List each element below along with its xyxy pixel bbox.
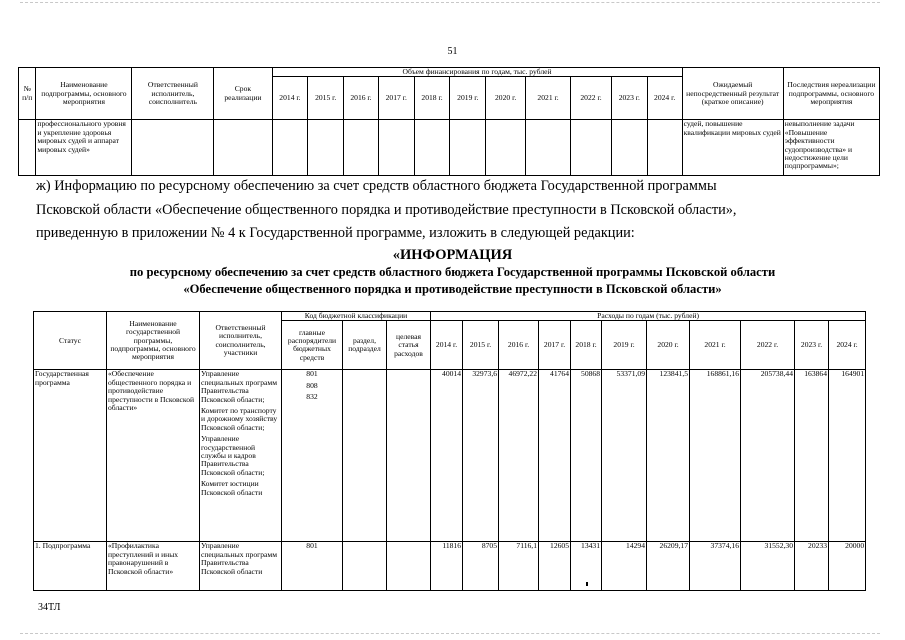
header-expenses: Расходы по годам (тыс. рублей) [431, 312, 866, 321]
cell-responsible [200, 542, 282, 591]
header-year: 2019 г. [450, 77, 486, 120]
cell-year [272, 120, 308, 176]
cell-year-value: 168861,16 [690, 370, 741, 542]
responsible-entry: Управление специальных программ Правительства Псковской области; [201, 369, 278, 404]
cell-main-managers [282, 542, 343, 591]
cell-year-value: 163864 [795, 370, 829, 542]
responsible-entry: Управление государственной службы и кадров Правительства Псковской области; [201, 434, 265, 477]
budget-code: 808 [306, 380, 318, 390]
header-name: Наименование государственной программы, подпрограммы, основного мероприятия [107, 312, 200, 370]
responsible-entry: Комитет юстиции Псковской области [201, 479, 263, 497]
amendment-paragraph-line: Псковской области «Обеспечение общественного порядка и противодействие преступности в Псковской области», [36, 202, 737, 218]
cell-year [414, 120, 450, 176]
header-main-managers: главные распорядители бюджетных средств [282, 321, 343, 370]
cell-status: 1. Подпрограмма [34, 542, 107, 591]
header-target-item: целевая статья расходов [387, 321, 431, 370]
header-year: 2021 г. [526, 77, 571, 120]
cell-year [344, 120, 379, 176]
cell-year [611, 120, 647, 176]
cell-responsible [132, 120, 214, 176]
cell-year [486, 120, 526, 176]
cell-target-item [387, 370, 431, 542]
header-year: 2018 г. [414, 77, 450, 120]
cell-year-value: 8705 [463, 542, 499, 591]
responsible-entry: Управление специальных программ Правительства Псковской области [201, 541, 278, 576]
amendment-paragraph-line: приведенную в приложении № 4 к Государственной программе, изложить в следующей редакции: [36, 225, 635, 241]
cell-consequences: невыполнение задачи «Повышение эффективности судопроизводства» и недостижение цели подпрограммы»; [783, 120, 879, 176]
page-number: 51 [447, 46, 458, 57]
cell-year [378, 120, 414, 176]
header-year: 2022 г. [741, 321, 795, 370]
budget-code: 801 [306, 541, 318, 551]
scan-bottom-edge [20, 633, 880, 634]
cell-year-value: 26209,17 [647, 542, 690, 591]
cell-year-value: 41764 [539, 370, 571, 542]
cell-expected-result: судей, повышение квалификации мировых судей [682, 120, 783, 176]
header-year: 2018 г. [571, 321, 602, 370]
cell-year-value: 14294 [602, 542, 647, 591]
cell-section [343, 542, 387, 591]
header-year: 2021 г. [690, 321, 741, 370]
header-year: 2017 г. [539, 321, 571, 370]
resource-provision-table [33, 311, 866, 591]
cell-year-value: 32973,6 [463, 370, 499, 542]
header-year: 2016 г. [499, 321, 539, 370]
budget-code: 801 [306, 369, 318, 379]
cell-year [571, 120, 612, 176]
header-term: Срок реализации [214, 68, 272, 120]
header-year: 2014 г. [431, 321, 463, 370]
header-year: 2017 г. [378, 77, 414, 120]
cell-year-value: 40014 [431, 370, 463, 542]
cell-year-value: 50868 [571, 370, 602, 542]
header-year: 2024 г. [829, 321, 866, 370]
cell-name: профессионального уровня и укрепление здоровья мировых судей и аппарат мировых судей» [36, 120, 132, 176]
header-responsible: Ответственный исполнитель, соисполнитель [132, 68, 214, 120]
header-consequences: Последствия нереализации подпрограммы, основного мероприятия [783, 68, 879, 120]
cell-year-value: 11816 [431, 542, 463, 591]
header-year: 2019 г. [602, 321, 647, 370]
cell-section [343, 370, 387, 542]
header-year: 2020 г. [486, 77, 526, 120]
cell-main-managers [282, 370, 343, 542]
header-year: 2023 г. [795, 321, 829, 370]
header-section: раздел, подраздел [343, 321, 387, 370]
amendment-paragraph-line: ж) Информацию по ресурсному обеспечению за счет средств областного бюджета Государственной программы [36, 178, 717, 194]
header-year: 2022 г. [571, 77, 612, 120]
cell-year [526, 120, 571, 176]
header-year: 2015 г. [308, 77, 344, 120]
cell-name: «Обеспечение общественного порядка и противодействие преступности в Псковской области» [107, 370, 200, 542]
program-activities-table [18, 67, 880, 176]
cell-year-value: 20233 [795, 542, 829, 591]
budget-code: 832 [306, 392, 318, 402]
cell-year-value: 31552,30 [741, 542, 795, 591]
cell-year-value: 12605 [539, 542, 571, 591]
header-year: 2016 г. [344, 77, 379, 120]
header-name: Наименование подпрограммы, основного мероприятия [36, 68, 132, 120]
header-status: Статус [34, 312, 107, 370]
cell-target-item [387, 542, 431, 591]
cell-year-value: 53371,09 [602, 370, 647, 542]
cell-num [19, 120, 36, 176]
cell-year-value: 164901 [829, 370, 866, 542]
cell-term [214, 120, 272, 176]
cell-year-value: 20000 [829, 542, 866, 591]
header-funding: Объем финансирования по годам, тыс. рублей [272, 68, 682, 77]
responsible-entry: Комитет по транспорту и дорожному хозяйству Псковской области; [201, 406, 278, 432]
header-year: 2015 г. [463, 321, 499, 370]
cell-name: «Профилактика преступлений и иных правонарушений в Псковской области» [107, 542, 200, 591]
cell-status: Государственная программа [34, 370, 107, 542]
header-expected-result: Ожидаемый непосредственный результат (краткое описание) [682, 68, 783, 120]
info-subtitle-line: «Обеспечение общественного порядка и противодействие преступности в Псковской области» [183, 282, 722, 296]
header-year: 2014 г. [272, 77, 308, 120]
table-row [34, 542, 866, 591]
footer-code: 34ТЛ [38, 602, 61, 613]
header-responsible: Ответственный исполнитель, соисполнитель, участники [200, 312, 282, 370]
cell-responsible [200, 370, 282, 542]
cell-year-value: 37374,16 [690, 542, 741, 591]
info-title: «ИНФОРМАЦИЯ [392, 247, 513, 263]
scan-top-edge [20, 2, 880, 3]
header-budget-code: Код бюджетной классификации [282, 312, 431, 321]
header-num: № п/п [19, 68, 36, 120]
table-row [19, 120, 880, 176]
header-year: 2023 г. [611, 77, 647, 120]
cell-year-value: 7116,1 [499, 542, 539, 591]
info-subtitle-line: по ресурсному обеспечению за счет средств областного бюджета Государственной программы Псковской области [129, 265, 776, 279]
header-year: 2024 г. [647, 77, 682, 120]
header-year: 2020 г. [647, 321, 690, 370]
cell-year [450, 120, 486, 176]
cell-year-value: 123841,5 [647, 370, 690, 542]
cell-year-value: 46972,22 [499, 370, 539, 542]
scan-mark [586, 582, 588, 586]
cell-year [647, 120, 682, 176]
cell-year [308, 120, 344, 176]
cell-year-value: 13431 [571, 542, 602, 591]
table-row [34, 370, 866, 542]
cell-year-value: 205738,44 [741, 370, 795, 542]
